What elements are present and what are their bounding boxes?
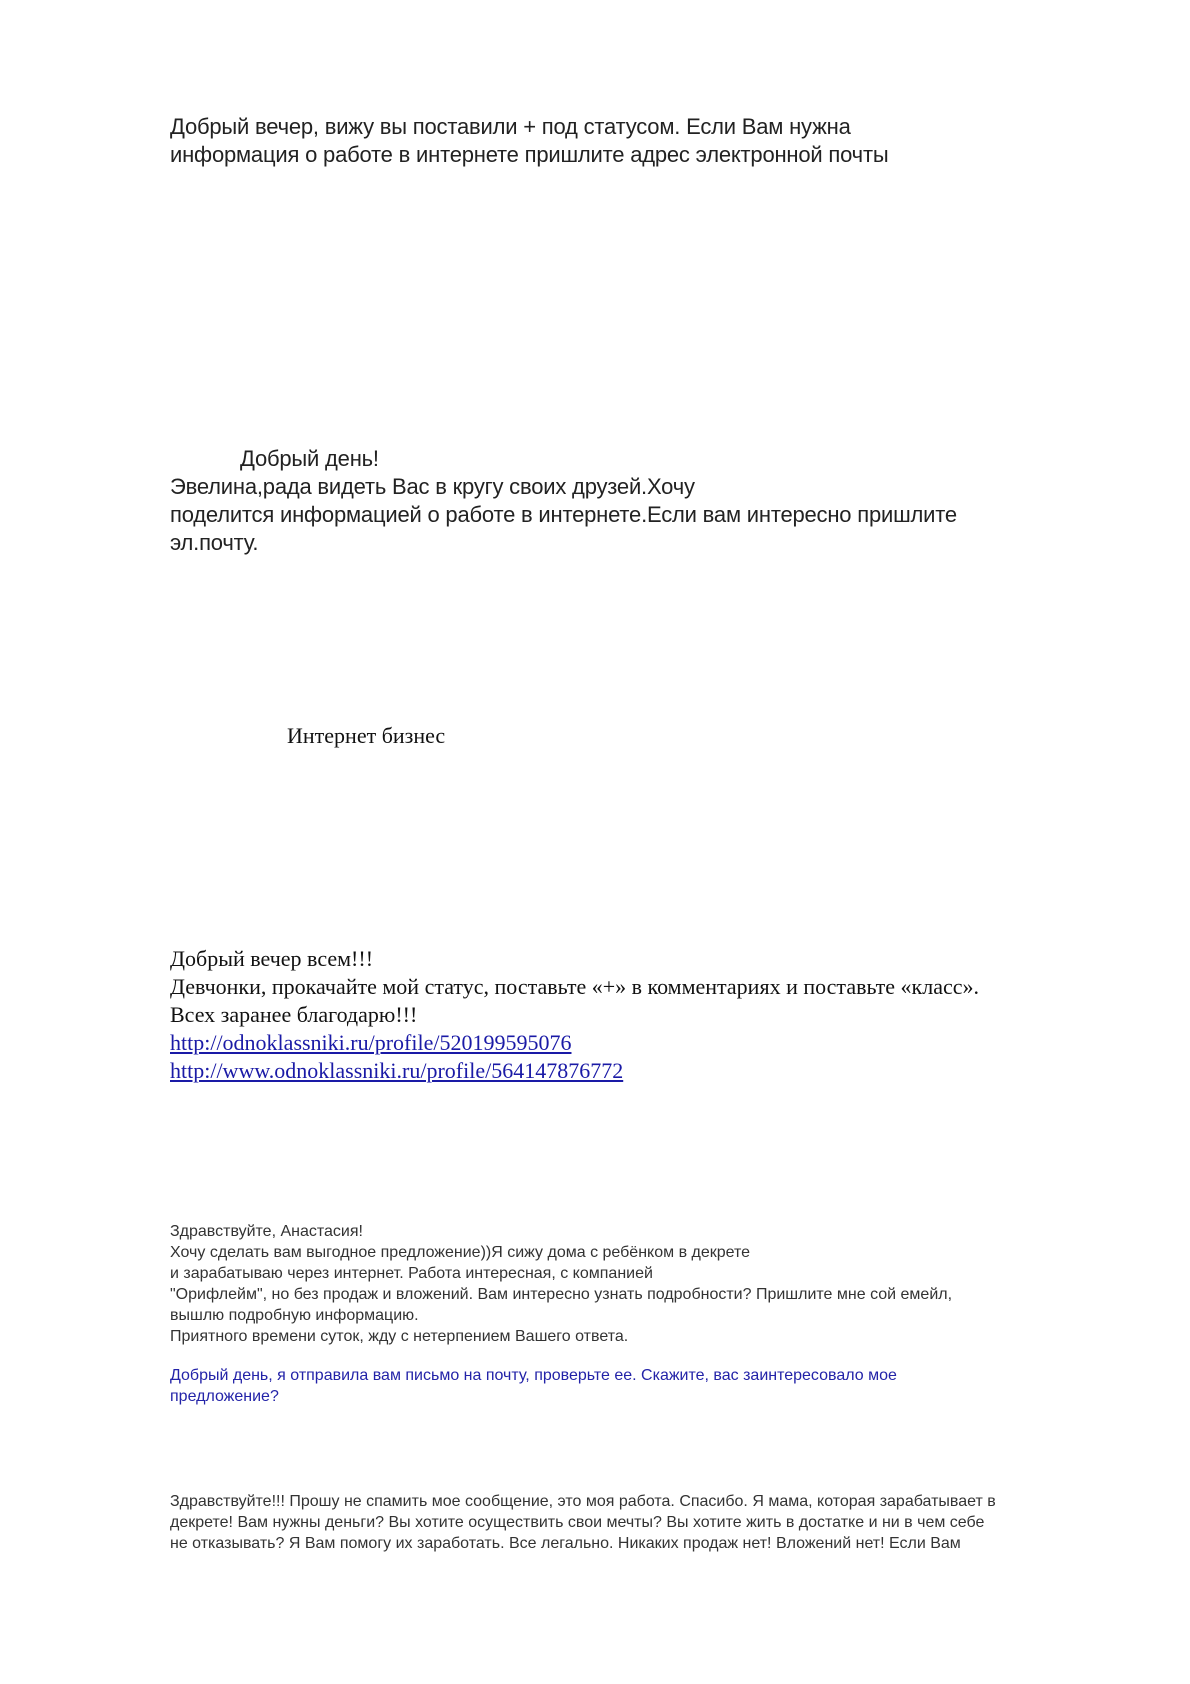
message-evelina (170, 445, 957, 557)
text-line: Здравствуйте!!! Прошу не спамить мое сообщение, это моя работа. Спасибо. Я мама, которая зарабатывает в (170, 1493, 996, 1510)
message-followup-blue (170, 1365, 897, 1407)
text-line: Всех заранее благодарю!!! (170, 1002, 418, 1027)
text-line: Добрый вечер всем!!! (170, 946, 374, 971)
text-line: и зарабатываю через интернет. Работа интересная, с компанией (170, 1265, 653, 1282)
text-line: Девчонки, прокачайте мой статус, поставьте «+» в комментариях и поставьте «класс». (170, 974, 980, 999)
message-status-plus (170, 113, 888, 169)
heading-internet-business (287, 722, 445, 750)
text-line: эл.почту. (170, 530, 259, 555)
text-line: "Орифлейм", но без продаж и вложений. Вам интересно узнать подробности? Пришлите мне сой емейл, (170, 1286, 953, 1303)
profile-link-1[interactable]: http://odnoklassniki.ru/profile/520199595076 (170, 1030, 572, 1055)
text-line: Здравствуйте, Анастасия! (170, 1223, 363, 1240)
text-line: Приятного времени суток, жду с нетерпением Вашего ответа. (170, 1328, 629, 1345)
text-line: Добрый день, я отправила вам письмо на почту, проверьте ее. Скажите, вас заинтересовало мое (170, 1367, 897, 1384)
heading-text: Интернет бизнес (287, 723, 446, 748)
text-line: Добрый вечер, вижу вы поставили + под статусом. Если Вам нужна (170, 114, 851, 139)
greeting: Добрый день! (240, 446, 379, 471)
text-line: вышлю подробную информацию. (170, 1307, 419, 1324)
message-status-boost (170, 945, 979, 1085)
message-anastasia (170, 1221, 952, 1347)
text-line: Хочу сделать вам выгодное предложение))Я сижу дома с ребёнком в декрете (170, 1244, 751, 1261)
text-line: Эвелина,рада видеть Вас в кругу своих друзей.Хочу (170, 474, 695, 499)
message-mom-work (170, 1491, 996, 1554)
text-line: декрете! Вам нужны деньги? Вы хотите осуществить свои мечты? Вы хотите жить в достатке и ни в чем себе (170, 1514, 985, 1531)
text-line: информация о работе в интернете пришлите адрес электронной почты (170, 142, 889, 167)
text-line: предложение? (170, 1388, 279, 1405)
text-line: не отказывать? Я Вам помогу их заработать. Все легально. Никаких продаж нет! Вложений нет! Если Вам (170, 1535, 961, 1552)
profile-link-2[interactable]: http://www.odnoklassniki.ru/profile/564147876772 (170, 1058, 624, 1083)
text-line: поделится информацией о работе в интернете.Если вам интересно пришлите (170, 502, 957, 527)
